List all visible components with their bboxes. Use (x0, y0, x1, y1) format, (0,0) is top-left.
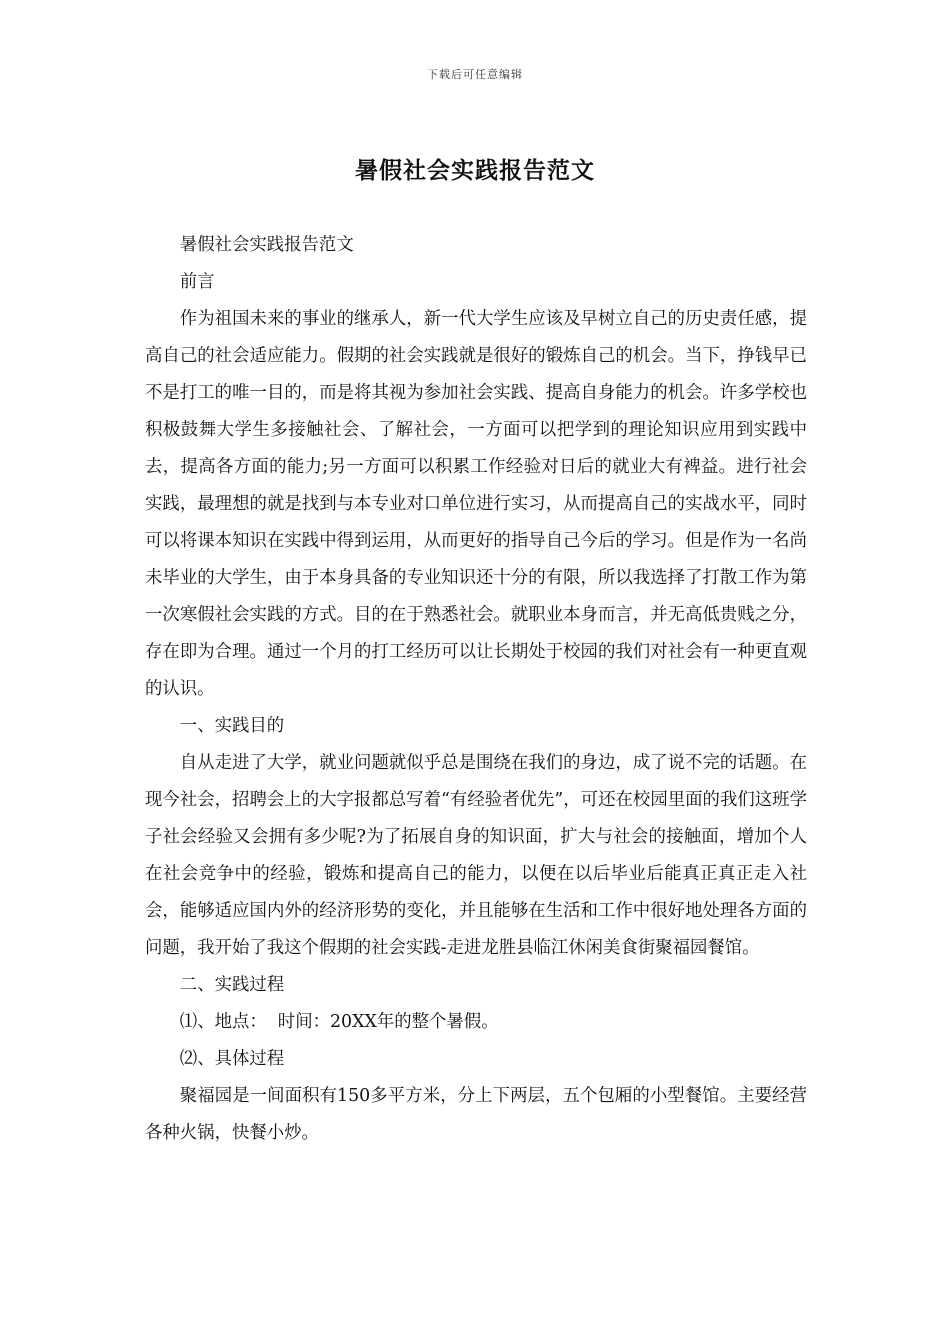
preface-heading: 前言 (179, 272, 215, 292)
document-subtitle: 暑假社会实践报告范文 (179, 235, 354, 255)
final-paragraph: 聚福园是一间面积有150多平方米，分上下两层，五个包厢的小型餐馆。主要经营各种火锅，快餐小炒。 (145, 1086, 807, 1143)
section1-heading: 一、实践目的 (179, 716, 285, 736)
document-title: 暑假社会实践报告范文 (355, 157, 595, 184)
section2-heading: 二、实践过程 (179, 975, 285, 995)
preface-paragraph: 作为祖国未来的事业的继承人，新一代大学生应该及早树立自己的历史责任感，提高自己的社会适应能力。假期的社会实践就是很好的锻炼自己的机会。当下，挣钱早已不是打工的唯一目的，而是将其视为参加社会实践、提高自身能力的机会。许多学校也积极鼓舞大学生多接触社会、了解社会，一方面可以把学到的理论知识应用到实践中去，提高各方面的能力;另一方面可以积累工作经验对日后的就业大有裨益。进行社会实践，最理想的就是找到与本专业对口单位进行实习，从而提高自己的实战水平，同时可以将课本知识在实践中得到运用，从而更好的指导自己今后的学习。但是作为一名尚未毕业的大学生，由于本身具备的专业知识还十分的有限，所以我选择了打散工作为第一次寒假社会实践的方式。目的在于熟悉社会。就职业本身而言，并无高低贵贱之分，存在即为合理。通过一个月的打工经历可以让长期处于校园的我们对社会有一种更直观的认识。 (145, 309, 807, 699)
item-specific-process: ⑵、具体过程 (179, 1049, 285, 1069)
download-edit-note: 下载后可任意编辑 (427, 68, 523, 81)
item-location-time: ⑴、地点： 时间：20XX年的整个暑假。 (179, 1012, 499, 1032)
document-body (145, 227, 807, 1152)
section1-paragraph: 自从走进了大学，就业问题就似乎总是围绕在我们的身边，成了说不完的话题。在现今社会，招聘会上的大字报都总写着“有经验者优先”，可还在校园里面的我们这班学子社会经验又会拥有多少呢?为了拓展自身的知识面，扩大与社会的接触面，增加个人在社会竞争中的经验，锻炼和提高自己的能力，以便在以后毕业后能真正真正走入社会，能够适应国内外的经济形势的变化，并且能够在生活和工作中很好地处理各方面的问题，我开始了我这个假期的社会实践-走进龙胜县临江休闲美食街聚福园餐馆。 (145, 753, 807, 958)
